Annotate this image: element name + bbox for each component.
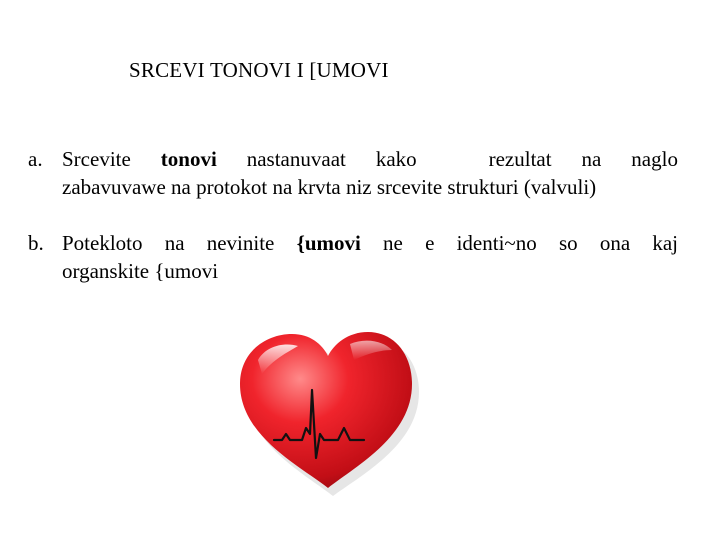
item-b-word: ne [383,231,403,255]
item-a-first-line [62,145,678,173]
list-item-b [28,229,678,285]
item-a-word: rezultat [488,147,552,171]
item-b-word: identi~no [456,231,537,255]
item-b-word: so [558,231,578,255]
item-b-word: nevinite [206,231,275,255]
item-b-word: kaj [652,231,678,255]
list-marker: b. [28,231,44,255]
item-a-bold-word: tonovi [160,147,217,171]
list-item-a [28,145,678,201]
item-a-word: Srcevite [62,147,131,171]
item-a-word: naglo [631,147,678,171]
item-b-first-line [62,229,678,257]
item-b-word: na [164,231,185,255]
item-a-word: nastanuvaat [246,147,346,171]
item-b-word: Potekloto [62,231,143,255]
item-a-second-line: zabavuvawe na protokot na krvta niz srcevite strukturi (valvuli) [62,175,597,199]
heart-ecg-icon [232,330,422,498]
item-b-second-line: organskite {umovi [62,259,219,283]
item-b-word: ona [599,231,631,255]
list-marker: a. [28,147,43,171]
item-a-word: na [581,147,602,171]
item-b-bold-word: {umovi [296,231,361,255]
item-a-word: kako [375,147,417,171]
item-b-word: e [425,231,435,255]
slide-title: SRCEVI TONOVI I [UMOVI [129,58,389,82]
